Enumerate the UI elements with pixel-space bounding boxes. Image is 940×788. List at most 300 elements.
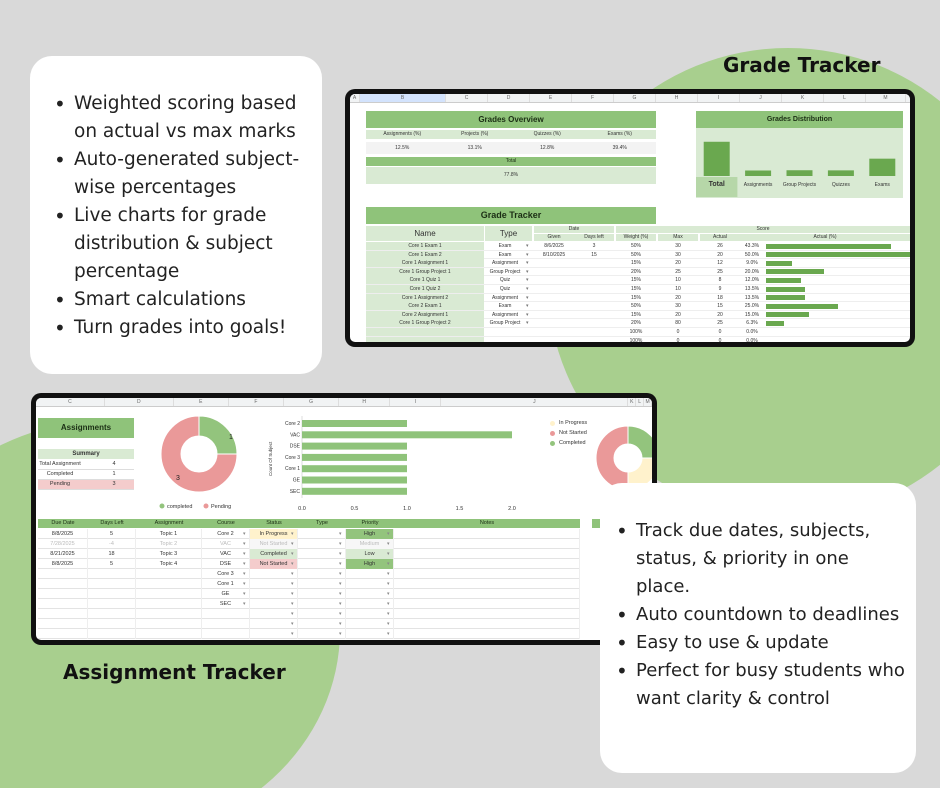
grade-cell-name[interactable]: Core 1 Exam 1 [366,242,484,250]
grade-row[interactable] [366,285,910,294]
grade-cell-type[interactable] [485,328,525,336]
dropdown-arrow-icon[interactable]: ▾ [339,541,342,547]
assignment-cell[interactable]: GE [202,589,250,599]
dropdown-arrow-icon[interactable]: ▾ [339,631,342,637]
subject-count-bar-chart [262,416,522,516]
dropdown-arrow-icon[interactable]: ▾ [339,531,342,537]
dropdown-arrow-icon[interactable]: ▾ [387,621,390,627]
grade-cell-name[interactable]: Core 1 Exam 2 [366,251,484,259]
bar-category-label: SEC [289,488,300,495]
assignment-row[interactable] [38,529,580,539]
grade-cell-max[interactable]: 10 [675,277,681,284]
grade-cell-pct[interactable]: 0.0% [746,329,758,335]
dropdown-arrow-icon[interactable]: ▾ [387,611,390,617]
dropdown-arrow-icon[interactable]: ▾ [339,551,342,557]
assignment-cell[interactable]: VAC [202,549,250,559]
column-letter[interactable]: J [740,94,782,102]
assignment-cell[interactable] [394,529,580,539]
column-letter[interactable]: E [530,94,572,102]
assignment-feature-item: • Auto countdown to deadlines [614,601,906,629]
assignment-cell[interactable] [136,569,202,579]
grade-cell-given[interactable] [534,294,574,302]
grade-cell-pct[interactable]: 15.0% [744,311,760,318]
grade-cell-given[interactable] [534,328,574,336]
dropdown-arrow-icon[interactable]: ▾ [291,541,294,547]
assignment-cell[interactable] [88,569,136,579]
assignment-cell[interactable]: Low [346,549,394,559]
column-letter[interactable]: B [360,94,446,102]
assignment-row[interactable] [38,539,580,549]
dropdown-arrow-icon[interactable]: ▾ [387,571,390,577]
summary-value: 4 [112,461,116,467]
dropdown-arrow-icon[interactable]: ▾ [526,251,529,258]
column-letter[interactable]: C [446,94,488,102]
dropdown-arrow-icon[interactable]: ▾ [291,581,294,587]
column-letter[interactable]: H [656,94,698,102]
grade-cell-name[interactable]: Core 2 Assignment 1 [366,311,484,319]
assignment-col-header[interactable]: Days Left [100,520,124,526]
summary-row [38,460,134,470]
grade-cell-days[interactable] [574,276,614,284]
assignment-col-header[interactable]: Course [217,520,235,526]
assignment-cell[interactable] [202,619,250,629]
grade-cell-weight[interactable]: 15% [630,311,641,318]
column-letter[interactable]: M [644,398,652,406]
grade-cell-pct[interactable]: 43.3% [744,243,760,249]
dropdown-arrow-icon[interactable]: ▾ [291,561,294,567]
grades-distribution-title: Grades Distribution [696,111,903,128]
grade-cell-type[interactable]: Exam [498,303,512,310]
bar-category-label: DSE [289,443,300,450]
status-legend-label: Not Started [559,430,587,436]
grade-cell-max[interactable]: 30 [675,251,681,258]
grade-cell-actual[interactable]: 8 [718,277,722,284]
column-letter[interactable]: G [284,398,339,406]
assignment-cell[interactable] [136,629,202,639]
grade-cell-weight[interactable]: 15% [630,286,641,292]
dropdown-arrow-icon[interactable]: ▾ [243,561,246,567]
grade-cell-days[interactable] [574,259,614,267]
dropdown-arrow-icon[interactable]: ▾ [339,611,342,617]
grade-cell-type[interactable]: Group Project [489,320,521,327]
column-letter[interactable]: H [339,398,390,406]
dropdown-arrow-icon[interactable]: ▾ [243,601,246,607]
assignment-cell[interactable] [394,539,580,549]
assignment-cell[interactable]: 5 [88,559,136,569]
grade-cell-max[interactable]: 0 [676,337,680,342]
dropdown-arrow-icon[interactable]: ▾ [339,571,342,577]
assignment-cell[interactable]: 7/28/2025 [38,539,88,549]
grade-cell-max[interactable]: 20 [675,260,681,267]
dropdown-arrow-icon[interactable]: ▾ [291,531,294,537]
grade-cell-given[interactable] [534,311,574,319]
assignment-cell[interactable] [136,579,202,589]
legend-dot [204,504,209,509]
assignment-cell[interactable]: 8/8/2025 [38,559,88,569]
assignment-cell[interactable]: Topic 4 [136,559,202,569]
dist-bar [828,170,854,176]
dropdown-arrow-icon[interactable]: ▾ [387,591,390,597]
grade-cell-weight[interactable]: 15% [630,260,641,267]
grade-cell-max[interactable]: 0 [676,329,680,335]
assignment-cell[interactable] [394,549,580,559]
grade-cell-pct[interactable]: 25.0% [744,303,760,310]
grade-row[interactable] [366,319,910,328]
score-header: Score [616,226,910,233]
assignment-cell[interactable]: SEC [202,599,250,609]
assignment-cell[interactable]: DSE [202,559,250,569]
column-letter[interactable]: M [866,94,906,102]
column-letter[interactable]: I [698,94,740,102]
assignment-cell[interactable]: Core 3 [202,569,250,579]
grade-cell-max[interactable]: 80 [675,320,681,327]
grade-cell-actual[interactable]: 26 [717,243,723,249]
grade-cell-given[interactable] [534,319,574,327]
assignment-col-header[interactable]: Priority [361,520,379,526]
assignment-cell[interactable]: Core 2 [202,529,250,539]
dropdown-arrow-icon[interactable]: ▾ [526,277,529,284]
dropdown-arrow-icon[interactable]: ▾ [291,591,294,597]
grade-cell-weight[interactable]: 20% [630,320,641,327]
grade-cell-name[interactable]: Core 1 Quiz 1 [366,276,484,284]
assignment-cell[interactable] [136,619,202,629]
assignment-row[interactable] [38,549,580,559]
grade-cell-name[interactable]: Core 1 Group Project 2 [366,319,484,327]
assignment-cell[interactable] [136,599,202,609]
grade-cell-type[interactable]: Exam [498,251,512,258]
grade-cell-type[interactable]: Group Project [489,268,521,275]
column-letter[interactable]: D [105,398,174,406]
grade-row[interactable] [366,268,910,277]
assignment-cell[interactable] [38,629,88,639]
grade-cell-type[interactable]: Assignment [491,294,519,301]
bar-category-label: Core 2 [284,421,300,427]
assignment-cell[interactable]: Topic 2 [136,539,202,549]
grade-cell-given[interactable] [534,259,574,267]
column-letter[interactable]: F [572,94,614,102]
assignment-cell[interactable] [88,579,136,589]
grade-cell-type[interactable]: Quiz [499,277,511,284]
assignment-row[interactable] [38,589,580,599]
assignment-cell[interactable]: -4 [88,539,136,549]
grade-cell-pct[interactable]: 13.5% [744,286,760,292]
features-card-grades [30,56,322,374]
score-progress-bar [766,261,792,266]
assignment-col-header[interactable]: Due Date [51,520,75,526]
column-letter[interactable]: C [36,398,105,406]
dropdown-arrow-icon[interactable]: ▾ [339,621,342,627]
grade-cell-days[interactable] [574,268,614,276]
dropdown-arrow-icon[interactable]: ▾ [243,551,246,557]
grade-cell-pct[interactable]: 13.5% [744,294,760,301]
overview-header-row [366,130,656,139]
grade-cell-given[interactable] [534,337,574,342]
dropdown-arrow-icon[interactable]: ▾ [387,581,390,587]
grade-cell-name[interactable]: Core 1 Quiz 2 [366,285,484,293]
grade-cell-max[interactable]: 20 [675,294,681,301]
grade-cell-weight[interactable]: 50% [630,251,641,258]
dropdown-arrow-icon[interactable]: ▾ [339,601,342,607]
dropdown-arrow-icon[interactable]: ▾ [387,551,390,557]
column-letter[interactable]: L [824,94,866,102]
grade-row[interactable] [366,242,910,251]
grade-cell-days[interactable] [574,328,614,336]
dist-bar [704,142,730,176]
grade-cell-weight[interactable]: 50% [630,243,641,249]
dropdown-arrow-icon[interactable]: ▾ [526,260,529,267]
grade-cell-name[interactable]: Core 1 Group Project 1 [366,268,484,276]
grade-cell-max[interactable]: 20 [675,311,681,318]
grade-row[interactable] [366,311,910,320]
assignment-cell[interactable] [38,569,88,579]
grade-cell-actual[interactable]: 0 [718,329,722,335]
grade-cell-actual[interactable]: 25 [717,320,723,327]
dropdown-arrow-icon[interactable]: ▾ [526,268,529,275]
column-letter[interactable]: G [614,94,656,102]
dropdown-arrow-icon[interactable]: ▾ [243,571,246,577]
grade-subheader-row [534,234,910,241]
dropdown-arrow-icon[interactable]: ▾ [243,531,246,537]
donut-legend-label: completed [167,504,193,510]
grade-cell-pct[interactable]: 50.0% [744,251,760,258]
dropdown-arrow-icon[interactable]: ▾ [291,621,294,627]
grade-cell-weight[interactable]: 15% [630,294,641,301]
column-letter[interactable]: K [782,94,824,102]
summary-row [38,470,134,480]
grade-cell-name[interactable] [366,337,484,342]
dist-label: Exams [874,182,890,188]
not-started-slice [596,426,628,490]
legend-dot [550,421,555,426]
grade-cell-pct[interactable]: 20.0% [744,268,760,275]
grade-row[interactable] [366,328,910,337]
assignment-cell[interactable] [38,609,88,619]
assignment-col-header[interactable]: Notes [479,520,495,526]
grade-cell-pct[interactable]: 6.3% [746,320,758,327]
grade-row[interactable] [366,259,910,268]
legend-dot [160,504,165,509]
dropdown-arrow-icon[interactable]: ▾ [526,303,529,310]
grade-cell-days[interactable]: 3 [592,243,596,249]
grade-cell-weight[interactable]: 15% [630,277,641,284]
grade-cell-actual[interactable]: 18 [717,294,723,301]
grade-cell-pct[interactable]: 12.0% [744,277,760,284]
dropdown-arrow-icon[interactable]: ▾ [339,581,342,587]
grade-cell-name[interactable]: Core 1 Assignment 2 [366,294,484,302]
dropdown-arrow-icon[interactable]: ▾ [526,243,529,249]
dropdown-arrow-icon[interactable]: ▾ [243,541,246,547]
grade-cell-actual[interactable]: 9 [718,286,722,292]
assignment-row[interactable] [38,559,580,569]
assignment-cell[interactable]: Completed [250,549,298,559]
dropdown-arrow-icon[interactable]: ▾ [291,551,294,557]
column-letter[interactable]: J [441,398,628,406]
dropdown-arrow-icon[interactable]: ▾ [291,611,294,617]
assignment-cell[interactable] [394,559,580,569]
features-card-assignments [600,483,916,773]
assignment-cell[interactable]: Not Started [250,539,298,549]
assignment-cell[interactable]: 8/21/2025 [38,549,88,559]
dropdown-arrow-icon[interactable]: ▾ [243,591,246,597]
grade-cell-weight[interactable]: 100% [629,329,643,335]
assignment-row[interactable] [38,579,580,589]
bar-axis-title: Count Of Subject [268,441,273,476]
grade-cell-given[interactable] [534,276,574,284]
grade-cell-given[interactable] [534,302,574,310]
dropdown-arrow-icon[interactable]: ▾ [243,581,246,587]
grade-cell-given[interactable]: 8/6/2025 [544,243,564,249]
column-letter[interactable]: I [390,398,441,406]
assignment-cell[interactable] [202,609,250,619]
assignment-cell[interactable]: 5 [88,529,136,539]
grade-cell-actual[interactable]: 0 [718,337,722,342]
assignment-row[interactable] [38,569,580,579]
assignment-cell[interactable] [38,619,88,629]
grade-cell-days[interactable] [574,285,614,293]
assignment-cell[interactable]: Topic 1 [136,529,202,539]
grade-cell-days[interactable]: 15 [591,251,597,258]
grade-cell-days[interactable] [574,311,614,319]
assignment-cell[interactable] [88,599,136,609]
grade-cell-days[interactable] [574,319,614,327]
grade-cell-actual[interactable]: 20 [717,311,723,318]
grade-cell-actual[interactable]: 25 [717,268,723,275]
grade-cell-name[interactable] [366,328,484,336]
dropdown-arrow-icon[interactable]: ▾ [387,541,390,547]
column-letter[interactable]: L [636,398,644,406]
assignment-cell[interactable] [136,589,202,599]
grade-cell-name[interactable]: Core 2 Exam 1 [366,302,484,310]
assignment-cell[interactable]: 8/8/2025 [38,529,88,539]
column-letter[interactable]: A [350,94,360,102]
grade-cell-given[interactable] [534,285,574,293]
assignment-cell[interactable] [394,589,580,599]
assignment-cell[interactable] [136,609,202,619]
grade-cell-max[interactable]: 30 [675,303,681,310]
assignment-table-header [38,519,580,528]
assignment-cell[interactable] [394,619,580,629]
dropdown-arrow-icon[interactable]: ▾ [526,320,529,327]
grade-cell-type[interactable]: Assignment [491,260,519,267]
column-letter[interactable]: E [174,398,229,406]
assignment-cell[interactable] [394,609,580,619]
grade-cell-days[interactable] [574,302,614,310]
assignment-cell[interactable]: In Progress [250,529,298,539]
grade-cell-actual[interactable]: 12 [717,260,723,267]
assignment-cell[interactable] [88,589,136,599]
overview-value: 13.1% [439,142,512,154]
column-letter[interactable]: D [488,94,530,102]
dropdown-arrow-icon[interactable]: ▾ [526,294,529,301]
assignment-cell[interactable] [88,609,136,619]
dropdown-arrow-icon[interactable]: ▾ [387,561,390,567]
grade-cell-days[interactable] [574,294,614,302]
overview-header: Assignments (%) [383,131,422,137]
assignment-row[interactable] [38,619,580,629]
subject-bar [302,488,407,495]
dropdown-arrow-icon[interactable]: ▾ [339,591,342,597]
grade-cell-actual[interactable]: 20 [717,251,723,258]
assignment-tracker-label: Assignment Tracker [63,660,286,684]
assignment-cell[interactable] [394,579,580,589]
grade-row[interactable] [366,294,910,303]
dropdown-arrow-icon[interactable]: ▾ [387,531,390,537]
dropdown-arrow-icon[interactable]: ▾ [387,601,390,607]
grade-cell-pct[interactable]: 0.0% [746,337,758,342]
grade-cell-max[interactable]: 30 [675,243,681,249]
column-letter[interactable]: K [628,398,636,406]
dropdown-arrow-icon[interactable]: ▾ [291,571,294,577]
grades-overview-title: Grades Overview [366,111,656,128]
grade-cell-type[interactable]: Assignment [491,311,519,318]
assignment-cell[interactable] [88,629,136,639]
assignment-cell[interactable]: Not Started [250,559,298,569]
dropdown-arrow-icon[interactable]: ▾ [291,631,294,637]
assignment-row[interactable] [38,629,580,639]
grade-cell-given[interactable]: 8/10/2025 [542,251,566,258]
assignment-cell[interactable]: Topic 3 [136,549,202,559]
assignment-cell[interactable] [202,629,250,639]
assignment-cell[interactable]: 18 [88,549,136,559]
assignment-col-header[interactable]: Status [266,520,282,526]
grade-cell-weight[interactable]: 50% [630,303,641,310]
grade-row[interactable] [366,337,910,342]
grade-cell-weight[interactable]: 100% [629,337,643,342]
grade-row[interactable] [366,276,910,285]
assignment-cell[interactable] [394,629,580,639]
name-header: Name [366,226,484,241]
assignment-col-header[interactable]: Assignment [154,520,184,526]
grade-cell-max[interactable]: 10 [675,286,681,292]
assignment-col-header[interactable]: Type [316,520,328,526]
assignment-row[interactable] [38,599,580,609]
grade-cell-name[interactable]: Core 1 Assignment 1 [366,259,484,267]
grade-cell-given[interactable] [534,268,574,276]
grade-cell-actual[interactable]: 15 [717,303,723,310]
dropdown-arrow-icon[interactable]: ▾ [291,601,294,607]
assignment-cell[interactable] [38,589,88,599]
assignment-cell[interactable] [38,599,88,609]
assignment-row[interactable] [38,609,580,619]
assignment-cell[interactable] [88,619,136,629]
grade-cell-days[interactable] [574,337,614,342]
grade-cell-max[interactable]: 25 [675,268,681,275]
assignment-cell[interactable]: Medium [346,539,394,549]
dropdown-arrow-icon[interactable]: ▾ [526,311,529,318]
assignment-cell[interactable]: Core 1 [202,579,250,589]
bar-category-label: GE [292,477,300,484]
dropdown-arrow-icon[interactable]: ▾ [526,286,529,292]
grade-cell-type[interactable]: Quiz [499,286,511,292]
assignment-cell[interactable]: High [346,559,394,569]
dropdown-arrow-icon[interactable]: ▾ [339,561,342,567]
grade-cell-pct[interactable]: 9.0% [746,260,758,267]
column-letter[interactable]: F [229,398,284,406]
summary-value: 3 [112,481,116,487]
assignment-cell[interactable]: High [346,529,394,539]
assignment-cell[interactable] [394,569,580,579]
assignment-cell[interactable] [394,599,580,609]
grade-row[interactable] [366,251,910,260]
grade-cell-weight[interactable]: 20% [630,268,641,275]
grade-row[interactable] [366,302,910,311]
grade-cell-type[interactable]: Exam [498,243,512,249]
assignment-cell[interactable]: VAC [202,539,250,549]
assignment-cell[interactable] [38,579,88,589]
dropdown-arrow-icon[interactable]: ▾ [387,631,390,637]
summary-label: Pending [49,481,71,487]
grade-cell-type[interactable] [485,337,525,342]
